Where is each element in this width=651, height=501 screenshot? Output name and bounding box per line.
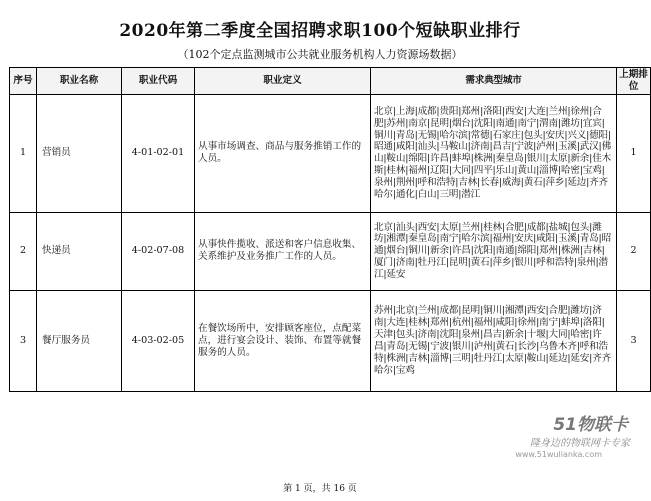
row-number: 3 [10,290,37,391]
watermark [492,410,632,460]
watermark-url: www.51wulianka.com [515,450,602,459]
typical-cities: 苏州|北京|兰州|成都|昆明|铜川|湘潭|西安|合肥|潍坊|济南|大连|桂林|郑州|杭州|福州|咸阳|徐州|南宁|蚌埠|洛阳|天津|包头|济南|沈阳|泉州|昌吉|新余|十堰|大同|哈密|许昌|青岛|无锡|宁波|银川|泸州|黄石|长沙|乌鲁木齐|呼和浩特|株洲|吉林|淄博|三明|牡丹江|太原|鞍山|延边|延安|齐齐哈尔|宝鸡 [371,290,617,391]
prev-rank: 2 [617,212,651,290]
col-header-name: 职业名称 [37,68,122,95]
page-footer: 第 1 页，共 16 页 [283,484,357,494]
prev-rank: 1 [617,94,651,212]
occupation-name: 营销员 [37,94,122,212]
page-subtitle: （102个定点监测城市公共就业服务机构人力资源场数据） [177,48,463,61]
typical-cities: 北京|汕头|西安|太原|兰州|桂林|合肥|成都|盐城|包头|潍坊|湘潭|秦皇岛|南宁|哈尔滨|福州|安庆|咸阳|玉溪|青岛|昭通|烟台|铜川|新余|许昌|沈阳|南通|绵阳|郑州|株洲|吉林|厦门|济南|牡丹江|昆明|黄石|萍乡|银川|呼和浩特|泉州|潜江|延安 [371,212,617,290]
col-header-prev-rank: 上期排位 [617,68,651,95]
table-row [10,94,651,212]
occupation-name: 餐厅服务员 [37,290,122,391]
watermark-logo: 51物联卡 [553,415,628,435]
occupation-code: 4-03-02-05 [122,290,195,391]
occupation-code: 4-02-07-08 [122,212,195,290]
occupation-definition: 从事快件揽收、派送和客户信息收集、关系维护及业务推广工作的人员。 [195,212,371,290]
typical-cities: 北京|上海|成都|贵阳|郑州|洛阳|西安|大连|兰州|徐州|合肥|苏州|南京|昆明|烟台|沈阳|南通|南宁|渭南|潍坊|宜宾|铜川|青岛|无锡|哈尔滨|常德|石家庄|包头|安庆|兴义|德阳|昭通|咸阳|汕头|马鞍山|济南|昌吉|宁波|泸州|玉溪|武汉|佛山|鞍山|绵阳|许昌|蚌埠|株洲|秦皇岛|银川|太原|新余|佳木斯|桂林|福州|辽阳|大同|四平|乐山|黄山|淄博|哈密|宝鸡|泉州|荆州|呼和浩特|吉林|长春|威海|黄石|萍乡|延边|齐齐哈尔|通化|白山|三明|潜江 [371,94,617,212]
col-header-cities: 需求典型城市 [371,68,617,95]
col-header-code: 职业代码 [122,68,195,95]
occupation-definition: 从事市场调查、商品与服务推销工作的人员。 [195,94,371,212]
table-header-row [10,68,651,95]
row-number: 1 [10,94,37,212]
occupation-code: 4-01-02-01 [122,94,195,212]
table-row [10,212,651,290]
col-header-definition: 职业定义 [195,68,371,95]
col-header-no: 序号 [10,68,37,95]
row-number: 2 [10,212,37,290]
shortage-table [9,67,651,392]
prev-rank: 3 [617,290,651,391]
table-row [10,290,651,391]
watermark-slogan: 隆身边的物联网卡专家 [530,438,630,449]
page-title: 2020年第二季度全国招聘求职100个短缺职业排行 [119,21,521,41]
occupation-name: 快递员 [37,212,122,290]
occupation-definition: 在餐饮场所中，安排顾客座位，点配菜点，进行宴会设计、装饰、布置等就餐服务的人员。 [195,290,371,391]
